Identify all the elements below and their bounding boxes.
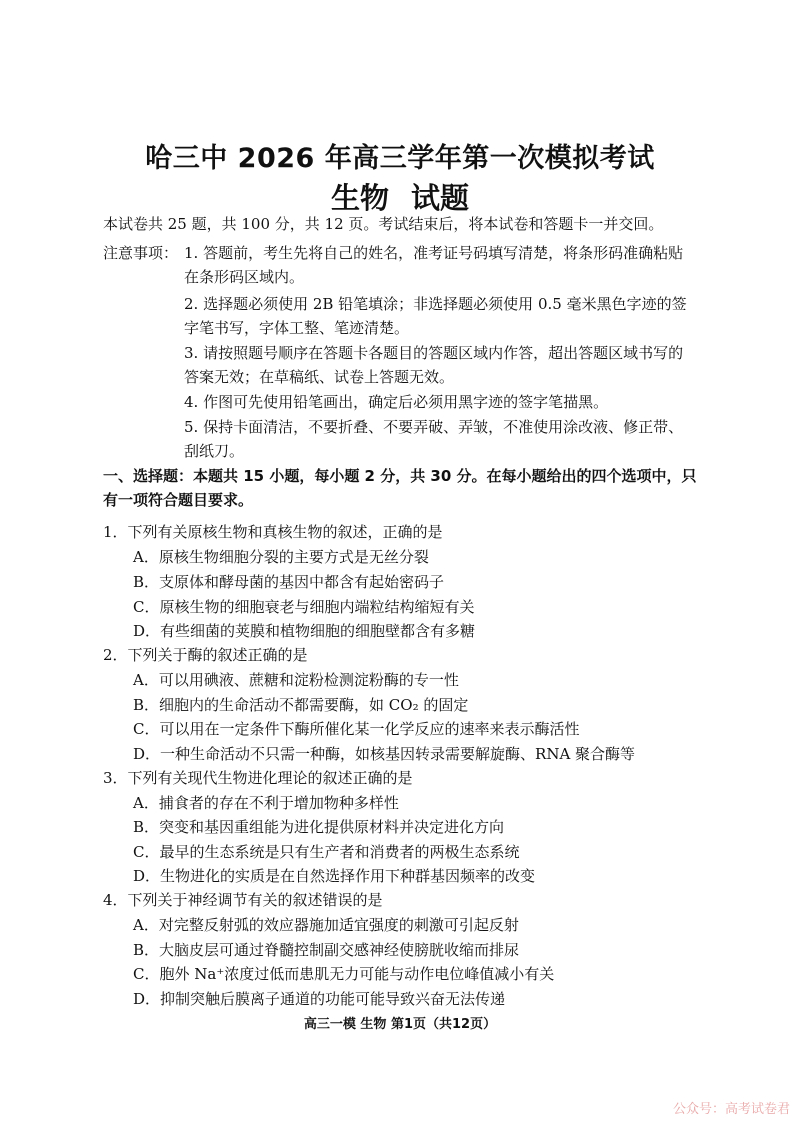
note-4-line-1: 4. 作图可先使用铅笔画出，确定后必须用黑字迹的签字笔描黑。	[184, 393, 609, 411]
note-5-line-1: 5. 保持卡面清洁，不要折叠、不要弄破、弄皱，不准使用涂改液、修正带、	[184, 418, 684, 436]
section-heading-line-1: 一、选择题：本题共 15 小题，每小题 2 分，共 30 分。在每小题给出的四个选项中，只	[103, 467, 697, 485]
question-4-option-c: C．胞外 Na⁺浓度过低而患肌无力可能与动作电位峰值减小有关	[133, 965, 555, 983]
subject-name: 生物	[330, 181, 389, 215]
page-footer: 高三一模 生物 第1页（共12页）	[303, 1017, 497, 1032]
question-4-option-d: D．抑制突触后膜离子通道的功能可能导致兴奋无法传递	[133, 990, 506, 1008]
question-1-stem: 1．下列有关原核生物和真核生物的叙述，正确的是	[103, 523, 443, 541]
question-1-option-c: C．原核生物的细胞衰老与细胞内端粒结构缩短有关	[133, 598, 475, 616]
question-3-option-c: C．最早的生态系统是只有生产者和消费者的两极生态系统	[133, 843, 520, 861]
question-2-stem: 2．下列关于酶的叙述正确的是	[103, 646, 308, 664]
question-2-option-a: A．可以用碘液、蔗糖和淀粉检测淀粉酶的专一性	[133, 671, 459, 689]
note-1-line-1: 1. 答题前，考生先将自己的姓名，准考证号码填写清楚，将条形码准确粘贴	[184, 244, 684, 262]
note-3-line-1: 3. 请按照题号顺序在答题卡各题目的答题区域内作答，超出答题区域书写的	[184, 344, 684, 362]
question-4-option-a: A．对完整反射弧的效应器施加适宜强度的刺激可引起反射	[133, 916, 519, 934]
question-2-option-c: C．可以用在一定条件下酶所催化某一化学反应的速率来表示酶活性	[133, 720, 580, 738]
watermark: 公众号：高考试卷君	[672, 1102, 790, 1117]
question-4-option-b: B．大脑皮层可通过脊髓控制副交感神经使膀胱收缩而排尿	[133, 941, 520, 959]
note-2-line-1: 2. 选择题必须使用 2B 铅笔填涂；非选择题必须使用 0.5 毫米黑色字迹的签	[184, 295, 687, 313]
question-1-option-a: A．原核生物细胞分裂的主要方式是无丝分裂	[133, 548, 429, 566]
question-3-option-d: D．生物进化的实质是在自然选择作用下种群基因频率的改变	[133, 867, 536, 885]
section-heading-line-2: 有一项符合题目要求。	[103, 491, 254, 509]
note-3-line-2: 答案无效；在草稿纸、试卷上答题无效。	[184, 368, 455, 386]
note-2-line-2: 字笔书写，字体工整、笔迹清楚。	[184, 319, 410, 337]
note-5-line-2: 刮纸刀。	[184, 442, 245, 460]
question-1-option-b: B．支原体和酵母菌的基因中都含有起始密码子	[133, 573, 445, 591]
question-1-option-d: D．有些细菌的荚膜和植物细胞的细胞壁都含有多糖	[133, 622, 476, 640]
exam-subject-heading	[0, 176, 800, 217]
note-1-line-2: 在条形码区域内。	[184, 268, 305, 286]
question-3-option-b: B．突变和基因重组能为进化提供原材料并决定进化方向	[133, 818, 505, 836]
notes-label: 注意事项：	[103, 244, 179, 262]
question-3-stem: 3．下列有关现代生物进化理论的叙述正确的是	[103, 769, 413, 787]
subject-suffix: 试题	[411, 181, 470, 215]
question-3-option-a: A．捕食者的存在不利于增加物种多样性	[133, 794, 399, 812]
exam-intro: 本试卷共 25 题，共 100 分，共 12 页。考试结束后，将本试卷和答题卡一并交回。	[103, 215, 664, 233]
question-2-option-d: D．一种生命活动不只需一种酶，如核基因转录需要解旋酶、RNA 聚合酶等	[133, 745, 636, 763]
question-2-option-b: B．细胞内的生命活动不都需要酶，如 CO₂ 的固定	[133, 696, 469, 714]
question-4-stem: 4．下列关于神经调节有关的叙述错误的是	[103, 891, 383, 909]
exam-title: 哈三中 2026 年高三学年第一次模拟考试	[145, 143, 655, 174]
